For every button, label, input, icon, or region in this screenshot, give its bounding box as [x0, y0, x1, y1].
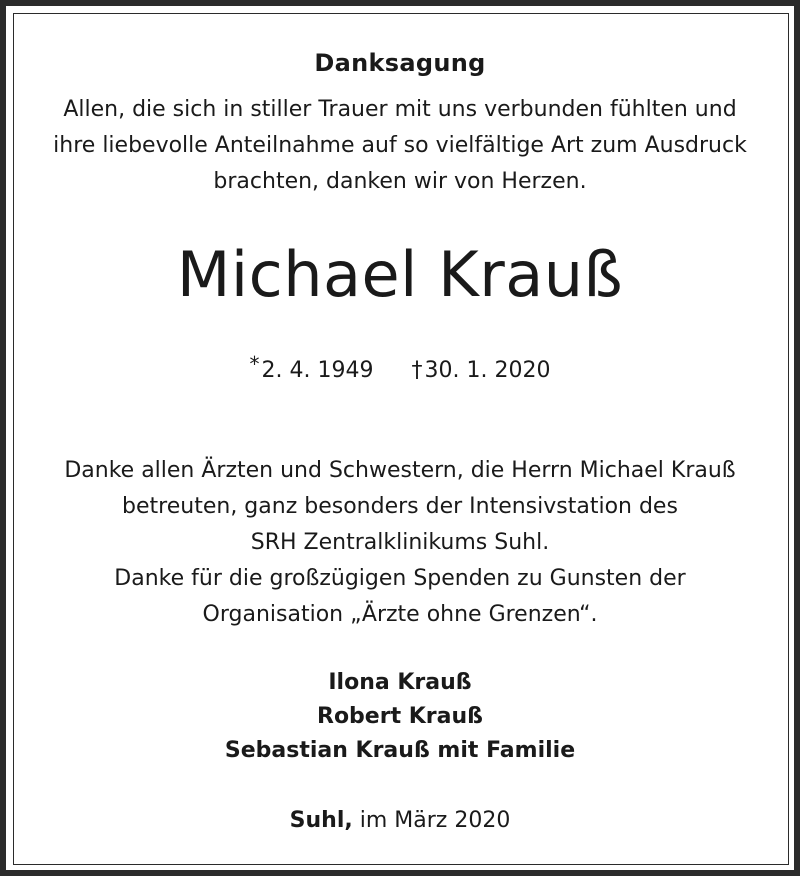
intro-line: ihre liebevolle Anteilnahme auf so vielfältige Art zum Ausdruck [53, 133, 747, 158]
thanks-text [0, 453, 800, 633]
signatory: Sebastian Krauß mit Familie [224, 738, 576, 763]
birth-symbol: * [249, 352, 260, 376]
closing-line [0, 808, 800, 833]
death-symbol: † [411, 358, 423, 383]
thanks-line: Organisation „Ärzte ohne Grenzen“. [202, 602, 598, 627]
intro-text [0, 92, 800, 200]
signatory: Robert Krauß [317, 704, 483, 729]
thanks-line: Danke für die großzügigen Spenden zu Gunsten der [114, 566, 686, 591]
intro-line: Allen, die sich in stiller Trauer mit uns verbunden fühlten und [63, 97, 737, 122]
intro-line: brachten, danken wir von Herzen. [213, 169, 587, 194]
thanks-line: SRH Zentralklinikums Suhl. [250, 530, 550, 555]
closing-date: im März 2020 [359, 808, 511, 833]
heading: Danksagung [314, 49, 486, 77]
death-date: 30. 1. 2020 [424, 358, 551, 383]
birth-date: 2. 4. 1949 [261, 358, 374, 383]
closing-place: Suhl, [289, 808, 353, 833]
thanks-line: Danke allen Ärzten und Schwestern, die Herrn Michael Krauß [64, 458, 736, 483]
signatories [0, 666, 800, 768]
signatory: Ilona Krauß [328, 670, 472, 695]
life-dates [0, 352, 800, 383]
thanks-line: betreuten, ganz besonders der Intensivstation des [122, 494, 678, 519]
deceased-name: Michael Krauß [176, 238, 624, 311]
